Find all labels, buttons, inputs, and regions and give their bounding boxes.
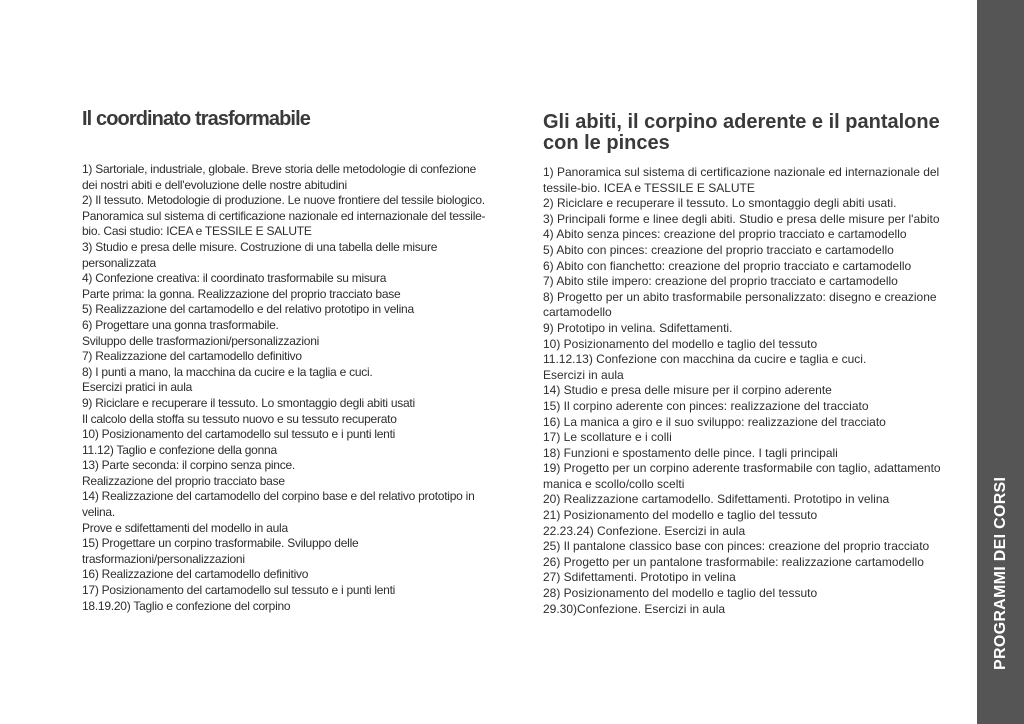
- program-item: 5) Realizzazione del cartamodello e del relativo prototipo in velina: [82, 302, 414, 317]
- left-program-list: [82, 162, 492, 614]
- program-item: 9) Prototipo in velina. Sdifettamenti.: [543, 320, 733, 335]
- sidebar-label: PROGRAMMI DEI CORSI: [991, 476, 1009, 670]
- program-item: 19) Progetto per un corpino aderente trasformabile con taglio, adattamento manica e scollo/collo scelti: [543, 461, 941, 491]
- program-item: 25) Il pantalone classico base con pinces: creazione del proprio tracciato: [543, 539, 930, 554]
- left-course-title: Il coordinato trasformabile: [82, 108, 310, 130]
- program-item: 20) Realizzazione cartamodello. Sdifettamenti. Prototipo in velina: [543, 492, 890, 507]
- program-item: 28) Posizionamento del modello e taglio del tessuto: [543, 586, 818, 601]
- program-item: 14) Realizzazione del cartamodello del corpino base e del relativo prototipo in velina.: [82, 489, 475, 520]
- program-item: 6) Abito con fianchetto: creazione del proprio tracciato e cartamodello: [543, 258, 912, 273]
- program-item: 22.23.24) Confezione. Esercizi in aula: [543, 523, 746, 538]
- right-course-title: Gli abiti, il corpino aderente e il pantalone con le pinces: [543, 111, 940, 154]
- program-item: 7) Realizzazione del cartamodello definitivo: [82, 349, 302, 364]
- program-item: Esercizi pratici in aula: [82, 380, 193, 395]
- program-item: 17) Posizionamento del cartamodello sul tessuto e i punti lenti: [82, 583, 396, 598]
- program-item: 13) Parte seconda: il corpino senza pince.: [82, 458, 295, 473]
- program-item: Prove e sdifettamenti del modello in aula: [82, 520, 288, 535]
- right-program-list: [543, 165, 958, 617]
- program-item: 8) Progetto per un abito trasformabile personalizzato: disegno e creazione cartamodello: [543, 289, 937, 320]
- program-item: Il calcolo della stoffa su tessuto nuovo e su tessuto recuperato: [82, 411, 397, 426]
- program-item: 5) Abito con pinces: creazione del proprio tracciato e cartamodello: [543, 242, 894, 257]
- program-item: 1) Sartoriale, industriale, globale. Breve storia delle metodologie di confezione dei nostri abiti e dell'evoluzione delle nostre abitudini: [82, 162, 476, 192]
- program-item: 17) Le scollature e i colli: [543, 430, 672, 445]
- program-item: Esercizi in aula: [543, 367, 624, 382]
- program-item: 3) Principali forme e linee degli abiti. Studio e presa delle misure per l'abito: [543, 211, 940, 226]
- program-item: 18) Funzioni e spostamento delle pince. I tagli principali: [543, 445, 838, 460]
- program-item: 1) Panoramica sul sistema di certificazione nazionale ed internazionale del tessile-bio. ICEA e TESSILE E SALUTE: [543, 165, 940, 195]
- program-item: 11.12.13) Confezione con macchina da cucire e taglia e cuci.: [543, 352, 867, 367]
- program-item: 9) Riciclare e recuperare il tessuto. Lo smontaggio degli abiti usati: [82, 395, 415, 410]
- program-item: 8) I punti a mano, la macchina da cucire e la taglia e cuci.: [82, 364, 373, 379]
- program-item: 3) Studio e presa delle misure. Costruzione di una tabella delle misure personalizzata: [82, 239, 438, 270]
- program-item: 7) Abito stile impero: creazione del proprio tracciato e cartamodello: [543, 274, 898, 289]
- program-item: 2) Il tessuto. Metodologie di produzione. Le nuove frontiere del tessile biologico. Panoramica sul sistema di certificazione nazionale ed internazionale del tessile-bio. Casi studio: ICEA e TESSILE E SALUTE: [82, 193, 486, 239]
- program-item: 10) Posizionamento del modello e taglio del tessuto: [543, 336, 818, 351]
- program-item: 14) Studio e presa delle misure per il corpino aderente: [543, 383, 832, 398]
- program-item: 4) Abito senza pinces: creazione del proprio tracciato e cartamodello: [543, 227, 907, 242]
- program-item: 16) Realizzazione del cartamodello definitivo: [82, 567, 309, 582]
- program-item: 16) La manica a giro e il suo sviluppo: realizzazione del tracciato: [543, 414, 886, 429]
- program-item: 18.19.20) Taglio e confezione del corpino: [82, 598, 291, 613]
- sidebar-band: [977, 0, 1024, 724]
- program-item: Realizzazione del proprio tracciato base: [82, 473, 285, 488]
- program-item: 2) Riciclare e recuperare il tessuto. Lo smontaggio degli abiti usati.: [543, 196, 897, 211]
- program-item: Parte prima: la gonna. Realizzazione del proprio tracciato base: [82, 286, 401, 301]
- program-item: 6) Progettare una gonna trasformabile.: [82, 317, 279, 332]
- program-item: 10) Posizionamento del cartamodello sul tessuto e i punti lenti: [82, 427, 396, 442]
- program-item: 26) Progetto per un pantalone trasformabile: realizzazione cartamodello: [543, 554, 924, 569]
- program-item: 4) Confezione creativa: il coordinato trasformabile su misura: [82, 271, 387, 286]
- program-item: 11.12) Taglio e confezione della gonna: [82, 442, 277, 457]
- program-item: 15) Progettare un corpino trasformabile. Sviluppo delle trasformazioni/personalizzazioni: [82, 536, 359, 566]
- program-item: 21) Posizionamento del modello e taglio del tessuto: [543, 508, 818, 523]
- program-item: 27) Sdifettamenti. Prototipo in velina: [543, 570, 736, 585]
- program-item: Sviluppo delle trasformazioni/personalizzazioni: [82, 333, 320, 348]
- program-item: 15) Il corpino aderente con pinces: realizzazione del tracciato: [543, 398, 869, 413]
- program-item: 29.30)Confezione. Esercizi in aula: [543, 601, 726, 616]
